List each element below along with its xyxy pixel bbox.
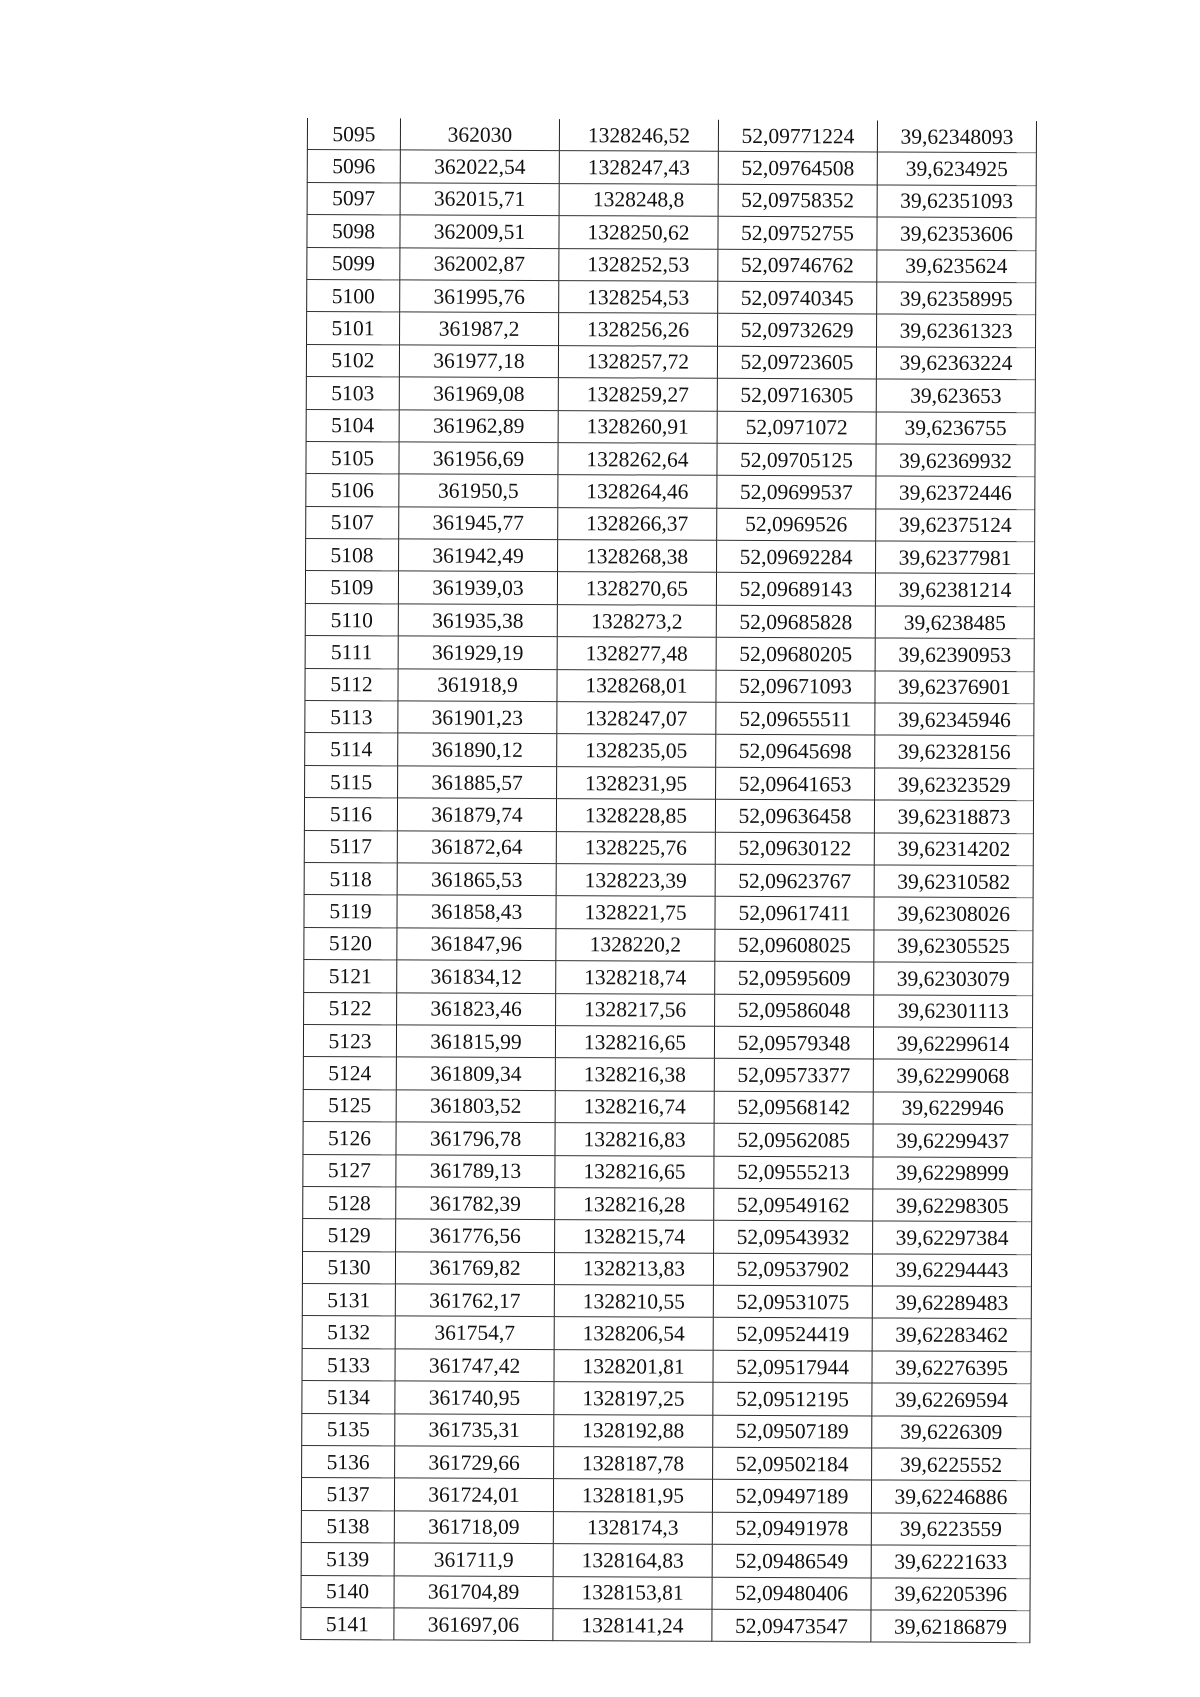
latitude-cell: 52,09517944 [713, 1350, 872, 1383]
latitude-cell: 52,09723605 [717, 346, 876, 379]
y-coordinate-cell: 1328270,65 [557, 572, 716, 605]
table-row [302, 1316, 1031, 1352]
point-number-cell: 5123 [303, 1024, 396, 1057]
x-coordinate-cell: 361711,9 [394, 1543, 553, 1576]
y-coordinate-cell: 1328174,3 [553, 1511, 712, 1544]
x-coordinate-cell: 361697,06 [394, 1608, 553, 1641]
y-coordinate-cell: 1328259,27 [558, 378, 717, 411]
point-number-cell: 5104 [306, 409, 399, 442]
x-coordinate-cell: 361735,31 [395, 1414, 554, 1447]
y-coordinate-cell: 1328268,38 [558, 540, 717, 573]
table-row [306, 441, 1035, 477]
longitude-cell: 39,62314202 [874, 833, 1033, 866]
table-row [305, 603, 1034, 639]
longitude-cell: 39,62221633 [871, 1545, 1030, 1578]
point-number-cell: 5106 [306, 474, 399, 507]
y-coordinate-cell: 1328210,55 [554, 1285, 713, 1318]
point-number-cell: 5109 [305, 571, 398, 604]
point-number-cell: 5113 [305, 701, 398, 734]
longitude-cell: 39,62351093 [877, 185, 1036, 218]
point-number-cell: 5095 [307, 118, 400, 150]
longitude-cell: 39,62246886 [871, 1480, 1030, 1513]
longitude-cell: 39,62289483 [872, 1286, 1031, 1319]
table-row [303, 1024, 1032, 1060]
longitude-cell: 39,62323529 [875, 768, 1034, 801]
y-coordinate-cell: 1328197,25 [554, 1382, 713, 1415]
x-coordinate-cell: 362030 [400, 118, 559, 151]
longitude-cell: 39,62381214 [875, 573, 1034, 606]
latitude-cell: 52,0971072 [717, 411, 876, 444]
point-number-cell: 5136 [302, 1446, 395, 1479]
x-coordinate-cell: 361872,64 [397, 830, 556, 863]
point-number-cell: 5140 [301, 1575, 394, 1608]
x-coordinate-cell: 361987,2 [400, 312, 559, 345]
x-coordinate-cell: 361956,69 [399, 442, 558, 475]
table-row [306, 539, 1035, 575]
point-number-cell: 5128 [303, 1186, 396, 1219]
point-number-cell: 5138 [301, 1510, 394, 1543]
latitude-cell: 52,09480406 [712, 1577, 871, 1610]
table-row [301, 1575, 1030, 1611]
longitude-cell: 39,62301113 [874, 995, 1033, 1028]
longitude-cell: 39,623653 [876, 379, 1035, 412]
y-coordinate-cell: 1328264,46 [558, 475, 717, 508]
y-coordinate-cell: 1328228,85 [556, 799, 715, 832]
point-number-cell: 5131 [302, 1284, 395, 1317]
point-number-cell: 5117 [304, 830, 397, 863]
latitude-cell: 52,09636458 [715, 799, 874, 832]
latitude-cell: 52,09771224 [718, 120, 877, 153]
y-coordinate-cell: 1328277,48 [557, 637, 716, 670]
x-coordinate-cell: 361754,7 [395, 1316, 554, 1349]
latitude-cell: 52,09685828 [716, 605, 875, 638]
latitude-cell: 52,09531075 [713, 1285, 872, 1318]
latitude-cell: 52,0969526 [717, 508, 876, 541]
longitude-cell: 39,62318873 [874, 800, 1033, 833]
y-coordinate-cell: 1328218,74 [556, 961, 715, 994]
table-row [304, 960, 1033, 996]
y-coordinate-cell: 1328216,38 [555, 1058, 714, 1091]
table-row [305, 765, 1034, 801]
y-coordinate-cell: 1328192,88 [554, 1414, 713, 1447]
point-number-cell: 5116 [304, 798, 397, 831]
x-coordinate-cell: 361704,89 [394, 1575, 553, 1608]
longitude-cell: 39,62345946 [875, 703, 1034, 736]
latitude-cell: 52,09764508 [718, 152, 877, 185]
y-coordinate-cell: 1328257,72 [558, 345, 717, 378]
point-number-cell: 5110 [305, 603, 398, 636]
latitude-cell: 52,09473547 [712, 1609, 871, 1642]
y-coordinate-cell: 1328187,78 [554, 1447, 713, 1480]
x-coordinate-cell: 361740,95 [395, 1381, 554, 1414]
y-coordinate-cell: 1328231,95 [557, 766, 716, 799]
x-coordinate-cell: 362015,71 [400, 183, 559, 216]
point-number-cell: 5114 [305, 733, 398, 766]
table-row [304, 862, 1033, 898]
y-coordinate-cell: 1328220,2 [556, 928, 715, 961]
latitude-cell: 52,09699537 [717, 476, 876, 509]
longitude-cell: 39,62328156 [875, 735, 1034, 768]
table-row [306, 506, 1035, 542]
table-row [301, 1510, 1030, 1546]
x-coordinate-cell: 361969,08 [399, 377, 558, 410]
coordinates-table [300, 118, 1037, 1644]
x-coordinate-cell: 361776,56 [396, 1219, 555, 1252]
latitude-cell: 52,09671093 [716, 670, 875, 703]
longitude-cell: 39,62390953 [875, 638, 1034, 671]
longitude-cell: 39,62299614 [873, 1027, 1032, 1060]
y-coordinate-cell: 1328254,53 [559, 281, 718, 314]
y-coordinate-cell: 1328225,76 [556, 831, 715, 864]
y-coordinate-cell: 1328216,65 [555, 1155, 714, 1188]
latitude-cell: 52,09555213 [714, 1156, 873, 1189]
longitude-cell: 39,62377981 [876, 541, 1035, 574]
longitude-cell: 39,62353606 [877, 217, 1036, 250]
latitude-cell: 52,09746762 [718, 249, 877, 282]
latitude-cell: 52,09758352 [718, 184, 877, 217]
y-coordinate-cell: 1328247,43 [559, 151, 718, 184]
point-number-cell: 5124 [303, 1057, 396, 1090]
point-number-cell: 5101 [307, 312, 400, 345]
point-number-cell: 5133 [302, 1348, 395, 1381]
point-number-cell: 5135 [302, 1413, 395, 1446]
y-coordinate-cell: 1328213,83 [554, 1252, 713, 1285]
table-row [306, 409, 1035, 445]
latitude-cell: 52,09543932 [714, 1221, 873, 1254]
x-coordinate-cell: 361823,46 [397, 992, 556, 1025]
longitude-cell: 39,62375124 [876, 509, 1035, 542]
point-number-cell: 5097 [307, 182, 400, 215]
latitude-cell: 52,09716305 [717, 378, 876, 411]
point-number-cell: 5137 [301, 1478, 394, 1511]
y-coordinate-cell: 1328216,28 [555, 1187, 714, 1220]
point-number-cell: 5115 [305, 765, 398, 798]
table-row [303, 1089, 1032, 1125]
longitude-cell: 39,62310582 [874, 865, 1033, 898]
x-coordinate-cell: 361803,52 [396, 1090, 555, 1123]
y-coordinate-cell: 1328216,65 [555, 1026, 714, 1059]
table-row [302, 1348, 1031, 1384]
latitude-cell: 52,09680205 [716, 638, 875, 671]
latitude-cell: 52,09491978 [712, 1512, 871, 1545]
point-number-cell: 5103 [306, 377, 399, 410]
table-row [307, 247, 1036, 283]
x-coordinate-cell: 361847,96 [397, 928, 556, 961]
x-coordinate-cell: 361929,19 [398, 636, 557, 669]
table-row [304, 895, 1033, 931]
point-number-cell: 5122 [304, 992, 397, 1025]
longitude-cell: 39,62205396 [871, 1578, 1030, 1611]
y-coordinate-cell: 1328221,75 [556, 896, 715, 929]
latitude-cell: 52,09573377 [714, 1059, 873, 1092]
table-row [302, 1251, 1031, 1287]
longitude-cell: 39,62361323 [877, 314, 1036, 347]
x-coordinate-cell: 361935,38 [398, 604, 557, 637]
table-row [307, 118, 1036, 153]
point-number-cell: 5119 [304, 895, 397, 928]
point-number-cell: 5127 [303, 1154, 396, 1187]
x-coordinate-cell: 361901,23 [398, 701, 557, 734]
latitude-cell: 52,09595609 [715, 961, 874, 994]
table-row [303, 1057, 1032, 1093]
longitude-cell: 39,6225552 [872, 1448, 1031, 1481]
point-number-cell: 5108 [306, 539, 399, 572]
latitude-cell: 52,09692284 [717, 540, 876, 573]
latitude-cell: 52,09524419 [713, 1318, 872, 1351]
y-coordinate-cell: 1328216,74 [555, 1090, 714, 1123]
point-number-cell: 5129 [303, 1219, 396, 1252]
x-coordinate-cell: 362002,87 [400, 247, 559, 280]
latitude-cell: 52,09617411 [715, 897, 874, 930]
y-coordinate-cell: 1328273,2 [557, 604, 716, 637]
point-number-cell: 5120 [304, 927, 397, 960]
table-row [301, 1543, 1030, 1579]
longitude-cell: 39,62283462 [872, 1318, 1031, 1351]
table-row [307, 215, 1036, 251]
longitude-cell: 39,62298305 [873, 1189, 1032, 1222]
point-number-cell: 5141 [301, 1607, 394, 1640]
latitude-cell: 52,09562085 [714, 1123, 873, 1156]
point-number-cell: 5100 [307, 279, 400, 312]
y-coordinate-cell: 1328201,81 [554, 1349, 713, 1382]
point-number-cell: 5096 [307, 150, 400, 183]
latitude-cell: 52,09623767 [715, 864, 874, 897]
latitude-cell: 52,09645698 [716, 735, 875, 768]
latitude-cell: 52,09568142 [714, 1091, 873, 1124]
y-coordinate-cell: 1328262,64 [558, 443, 717, 476]
y-coordinate-cell: 1328181,95 [553, 1479, 712, 1512]
point-number-cell: 5099 [307, 247, 400, 280]
x-coordinate-cell: 361809,34 [396, 1057, 555, 1090]
y-coordinate-cell: 1328215,74 [555, 1220, 714, 1253]
point-number-cell: 5112 [305, 668, 398, 701]
y-coordinate-cell: 1328164,83 [553, 1544, 712, 1577]
point-number-cell: 5118 [304, 862, 397, 895]
longitude-cell: 39,62363224 [876, 347, 1035, 380]
y-coordinate-cell: 1328153,81 [553, 1576, 712, 1609]
x-coordinate-cell: 361977,18 [399, 345, 558, 378]
table-row [303, 1154, 1032, 1190]
latitude-cell: 52,09502184 [713, 1447, 872, 1480]
latitude-cell: 52,09655511 [716, 702, 875, 735]
latitude-cell: 52,09608025 [715, 929, 874, 962]
y-coordinate-cell: 1328266,37 [558, 507, 717, 540]
table-row [304, 830, 1033, 866]
y-coordinate-cell: 1328141,24 [553, 1609, 712, 1642]
y-coordinate-cell: 1328235,05 [557, 734, 716, 767]
table-row [306, 474, 1035, 510]
table-row [303, 1122, 1032, 1158]
longitude-cell: 39,6235624 [877, 250, 1036, 283]
latitude-cell: 52,09586048 [715, 994, 874, 1027]
table-row [305, 636, 1034, 672]
longitude-cell: 39,62269594 [872, 1383, 1031, 1416]
longitude-cell: 39,62297384 [873, 1221, 1032, 1254]
y-coordinate-cell: 1328217,56 [556, 993, 715, 1026]
table-row [302, 1284, 1031, 1320]
x-coordinate-cell: 361762,17 [395, 1284, 554, 1317]
x-coordinate-cell: 362009,51 [400, 215, 559, 248]
longitude-cell: 39,6238485 [875, 606, 1034, 639]
table-row [307, 182, 1036, 218]
latitude-cell: 52,09689143 [716, 573, 875, 606]
y-coordinate-cell: 1328250,62 [559, 216, 718, 249]
point-number-cell: 5098 [307, 215, 400, 248]
y-coordinate-cell: 1328206,54 [554, 1317, 713, 1350]
x-coordinate-cell: 361724,01 [394, 1478, 553, 1511]
longitude-cell: 39,6229946 [873, 1092, 1032, 1125]
latitude-cell: 52,09537902 [713, 1253, 872, 1286]
longitude-cell: 39,6223559 [871, 1513, 1030, 1546]
latitude-cell: 52,09497189 [712, 1480, 871, 1513]
x-coordinate-cell: 361789,13 [396, 1154, 555, 1187]
longitude-cell: 39,62298999 [873, 1156, 1032, 1189]
x-coordinate-cell: 361995,76 [400, 280, 559, 313]
longitude-cell: 39,62348093 [877, 120, 1036, 153]
latitude-cell: 52,09486549 [712, 1544, 871, 1577]
y-coordinate-cell: 1328248,8 [559, 183, 718, 216]
table-row [304, 798, 1033, 834]
table-row [303, 1186, 1032, 1222]
longitude-cell: 39,62294443 [872, 1254, 1031, 1287]
y-coordinate-cell: 1328252,53 [559, 248, 718, 281]
x-coordinate-cell: 361782,39 [396, 1187, 555, 1220]
longitude-cell: 39,62376901 [875, 671, 1034, 704]
table-row [301, 1478, 1030, 1514]
table-row [305, 668, 1034, 704]
latitude-cell: 52,09630122 [715, 832, 874, 865]
x-coordinate-cell: 361815,99 [396, 1025, 555, 1058]
x-coordinate-cell: 361879,74 [397, 798, 556, 831]
table-row [302, 1446, 1031, 1482]
longitude-cell: 39,62186879 [871, 1610, 1030, 1643]
table-row [302, 1381, 1031, 1417]
longitude-cell: 39,62305525 [874, 930, 1033, 963]
latitude-cell: 52,09752755 [718, 216, 877, 249]
longitude-cell: 39,62369932 [876, 444, 1035, 477]
y-coordinate-cell: 1328223,39 [556, 864, 715, 897]
x-coordinate-cell: 361718,09 [394, 1511, 553, 1544]
point-number-cell: 5107 [306, 506, 399, 539]
point-number-cell: 5105 [306, 441, 399, 474]
x-coordinate-cell: 361942,49 [399, 539, 558, 572]
longitude-cell: 39,62276395 [872, 1351, 1031, 1384]
point-number-cell: 5139 [301, 1543, 394, 1576]
point-number-cell: 5126 [303, 1122, 396, 1155]
longitude-cell: 39,62303079 [874, 962, 1033, 995]
longitude-cell: 39,62358995 [877, 282, 1036, 315]
y-coordinate-cell: 1328260,91 [558, 410, 717, 443]
x-coordinate-cell: 361834,12 [397, 960, 556, 993]
latitude-cell: 52,09579348 [714, 1026, 873, 1059]
latitude-cell: 52,09507189 [713, 1415, 872, 1448]
point-number-cell: 5121 [304, 960, 397, 993]
table-row [304, 992, 1033, 1028]
table-row [307, 279, 1036, 315]
y-coordinate-cell: 1328246,52 [559, 119, 718, 152]
x-coordinate-cell: 361858,43 [397, 895, 556, 928]
latitude-cell: 52,09740345 [718, 281, 877, 314]
table-row [301, 1607, 1030, 1643]
latitude-cell: 52,09512195 [713, 1383, 872, 1416]
x-coordinate-cell: 361729,66 [395, 1446, 554, 1479]
x-coordinate-cell: 361885,57 [398, 766, 557, 799]
longitude-cell: 39,6234925 [877, 152, 1036, 185]
point-number-cell: 5111 [305, 636, 398, 669]
y-coordinate-cell: 1328268,01 [557, 669, 716, 702]
longitude-cell: 39,62372446 [876, 476, 1035, 509]
latitude-cell: 52,09641653 [716, 767, 875, 800]
x-coordinate-cell: 361796,78 [396, 1122, 555, 1155]
table-row [305, 733, 1034, 769]
table-row [303, 1219, 1032, 1255]
x-coordinate-cell: 361890,12 [398, 733, 557, 766]
latitude-cell: 52,09705125 [717, 443, 876, 476]
point-number-cell: 5125 [303, 1089, 396, 1122]
point-number-cell: 5134 [302, 1381, 395, 1414]
table-row [306, 344, 1035, 380]
table-row [305, 571, 1034, 607]
point-number-cell: 5132 [302, 1316, 395, 1349]
y-coordinate-cell: 1328247,07 [557, 702, 716, 735]
latitude-cell: 52,09732629 [718, 314, 877, 347]
x-coordinate-cell: 361747,42 [395, 1349, 554, 1382]
x-coordinate-cell: 361865,53 [397, 863, 556, 896]
longitude-cell: 39,6226309 [872, 1416, 1031, 1449]
table-row [307, 150, 1036, 186]
x-coordinate-cell: 361939,03 [398, 571, 557, 604]
x-coordinate-cell: 361945,77 [399, 507, 558, 540]
longitude-cell: 39,62299068 [873, 1059, 1032, 1092]
table-row [306, 377, 1035, 413]
table-row [304, 927, 1033, 963]
x-coordinate-cell: 361962,89 [399, 409, 558, 442]
point-number-cell: 5102 [306, 344, 399, 377]
table-row [305, 701, 1034, 737]
table-row [307, 312, 1036, 348]
latitude-cell: 52,09549162 [714, 1188, 873, 1221]
coordinates-table-body [301, 118, 1037, 1643]
longitude-cell: 39,62308026 [874, 897, 1033, 930]
point-number-cell: 5130 [302, 1251, 395, 1284]
x-coordinate-cell: 361769,82 [395, 1252, 554, 1285]
y-coordinate-cell: 1328216,83 [555, 1123, 714, 1156]
table-row [302, 1413, 1031, 1449]
x-coordinate-cell: 361918,9 [398, 669, 557, 702]
y-coordinate-cell: 1328256,26 [559, 313, 718, 346]
x-coordinate-cell: 361950,5 [399, 474, 558, 507]
longitude-cell: 39,62299437 [873, 1124, 1032, 1157]
x-coordinate-cell: 362022,54 [400, 150, 559, 183]
longitude-cell: 39,6236755 [876, 412, 1035, 445]
